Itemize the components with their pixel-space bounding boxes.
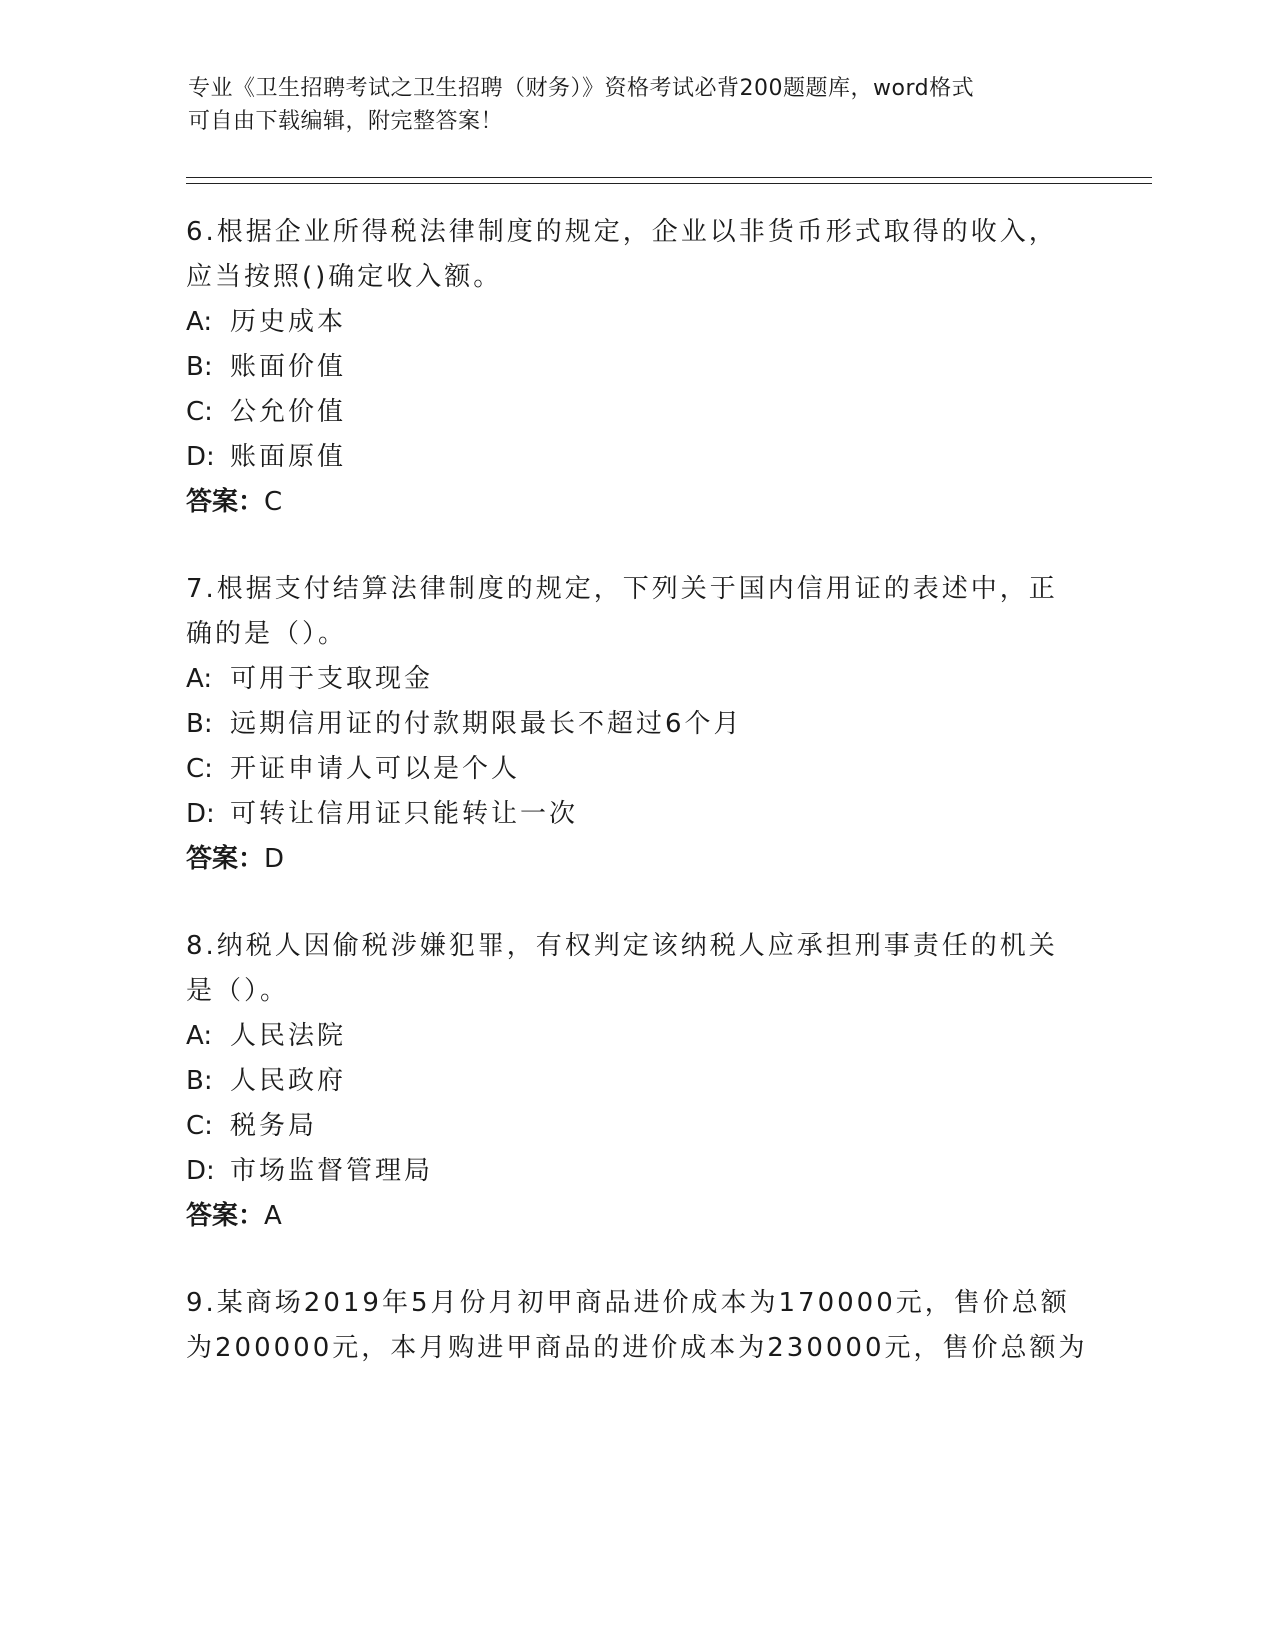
answer-line (186, 480, 1066, 525)
question-stem-line: 确的是（）。 (186, 619, 348, 649)
question-stem-line: 为200000元，本月购进甲商品的进价成本为230000元，售价总额为 (186, 1333, 1088, 1363)
question-stem (186, 567, 1066, 657)
question-9 (186, 1281, 1088, 1371)
question-stem (186, 1281, 1088, 1371)
option-b (186, 702, 1066, 747)
question-7 (186, 567, 1066, 882)
option-text: 公允价值 (230, 397, 347, 427)
answer-line (186, 1194, 1066, 1239)
option-letter: C: (186, 1111, 213, 1141)
question-stem-line: 9.某商场2019年5月份月初甲商品进价成本为170000元，售价总额 (186, 1288, 1070, 1318)
option-letter: D: (186, 799, 215, 829)
header-divider-bottom (186, 183, 1152, 184)
answer-label: 答案： (186, 844, 265, 874)
option-letter: A: (186, 307, 213, 337)
question-list (186, 210, 1088, 1413)
option-a (186, 300, 1066, 345)
option-text: 可用于支取现金 (230, 664, 434, 694)
option-letter: C: (186, 397, 213, 427)
option-text: 开证申请人可以是个人 (230, 754, 521, 784)
answer-value: C (264, 487, 283, 517)
option-text: 历史成本 (230, 307, 347, 337)
answer-label: 答案： (186, 1201, 265, 1231)
question-8 (186, 924, 1066, 1239)
option-text: 账面原值 (230, 442, 347, 472)
option-letter: B: (186, 1066, 213, 1096)
question-stem-line: 应当按照()确定收入额。 (186, 262, 503, 292)
option-letter: B: (186, 352, 213, 382)
option-b (186, 1059, 1066, 1104)
question-stem (186, 210, 1066, 300)
answer-line (186, 837, 1066, 882)
option-letter: D: (186, 1156, 215, 1186)
option-letter: A: (186, 664, 213, 694)
option-text: 税务局 (230, 1111, 318, 1141)
answer-value: A (264, 1201, 282, 1231)
option-letter: A: (186, 1021, 213, 1051)
option-letter: B: (186, 709, 213, 739)
option-c (186, 747, 1066, 792)
header-line-2: 可自由下载编辑，附完整答案！ (188, 109, 504, 134)
option-d (186, 1149, 1066, 1194)
question-stem-line: 6.根据企业所得税法律制度的规定，企业以非货币形式取得的收入， (186, 217, 1058, 247)
option-text: 账面价值 (230, 352, 347, 382)
question-stem-line: 7.根据支付结算法律制度的规定，下列关于国内信用证的表述中，正 (186, 574, 1058, 604)
header-divider-top (186, 177, 1152, 178)
header-line-1: 专业《卫生招聘考试之卫生招聘（财务）》资格考试必背200题题库，word格式 (188, 76, 975, 101)
option-b (186, 345, 1066, 390)
option-d (186, 792, 1066, 837)
question-6 (186, 210, 1066, 525)
answer-label: 答案： (186, 487, 265, 517)
option-letter: C: (186, 754, 213, 784)
answer-value: D (264, 844, 285, 874)
question-stem-line: 8.纳税人因偷税涉嫌犯罪，有权判定该纳税人应承担刑事责任的机关 (186, 931, 1058, 961)
document-header (188, 72, 1068, 138)
question-stem (186, 924, 1066, 1014)
option-text: 人民政府 (230, 1066, 347, 1096)
option-a (186, 1014, 1066, 1059)
option-c (186, 1104, 1066, 1149)
option-a (186, 657, 1066, 702)
option-text: 市场监督管理局 (230, 1156, 434, 1186)
option-text: 可转让信用证只能转让一次 (230, 799, 579, 829)
option-text: 远期信用证的付款期限最长不超过6个月 (230, 709, 743, 739)
option-text: 人民法院 (230, 1021, 347, 1051)
option-d (186, 435, 1066, 480)
option-c (186, 390, 1066, 435)
question-stem-line: 是（）。 (186, 976, 290, 1006)
option-letter: D: (186, 442, 215, 472)
